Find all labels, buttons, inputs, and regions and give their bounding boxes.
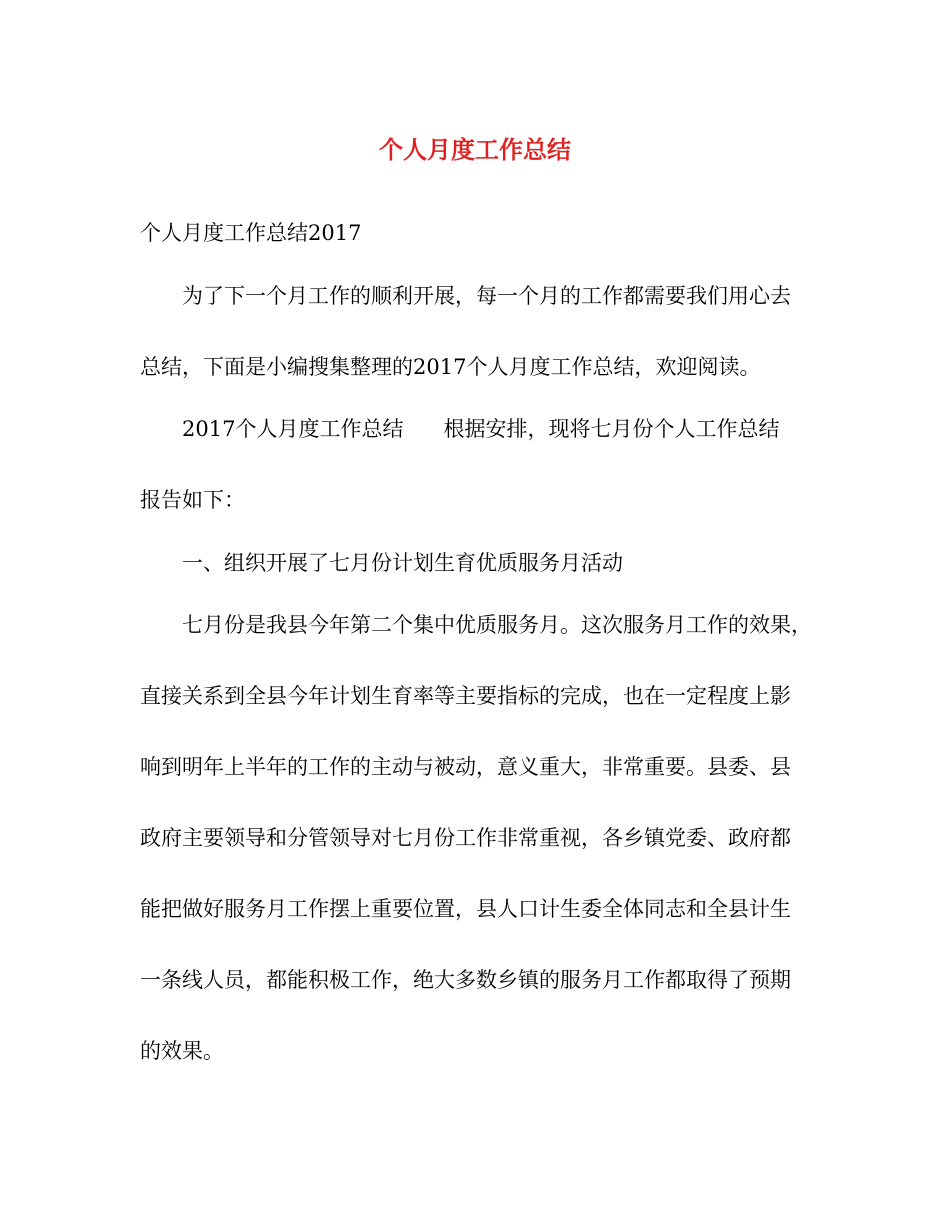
paragraph-line: 响到明年上半年的工作的主动与被动，意义重大，非常重要。县委、县 — [140, 755, 791, 779]
paragraph-line: 直接关系到全县今年计划生育率等主要指标的完成，也在一定程度上影 — [140, 684, 791, 708]
document-title: 个人月度工作总结 — [379, 135, 571, 164]
section-heading-inline: 2017个人月度工作总结 — [182, 417, 404, 441]
paragraph-text-inline: 根据安排，现将七月份个人工作总结 — [443, 417, 780, 441]
paragraph-line: 政府主要领导和分管领导对七月份工作非常重视，各乡镇党委、政府都 — [140, 826, 791, 850]
paragraph-line: 七月份是我县今年第二个集中优质服务月。这次服务月工作的效果， — [182, 613, 812, 637]
document-subtitle: 个人月度工作总结2017 — [140, 221, 362, 245]
paragraph-line: 为了下一个月工作的顺利开展，每一个月的工作都需要我们用心去 — [182, 284, 791, 308]
paragraph-line: 报告如下： — [140, 488, 245, 512]
section-heading: 一、组织开展了七月份计划生育优质服务月活动 — [182, 551, 623, 575]
paragraph-line: 能把做好服务月工作摆上重要位置，县人口计生委全体同志和全县计生 — [140, 897, 791, 921]
paragraph-line: 一条线人员，都能积极工作，绝大多数乡镇的服务月工作都取得了预期 — [140, 968, 791, 992]
paragraph-line: 的效果。 — [140, 1039, 224, 1063]
paragraph-line: 总结，下面是小编搜集整理的2017个人月度工作总结，欢迎阅读。 — [140, 355, 761, 379]
paragraph-line — [182, 414, 882, 444]
